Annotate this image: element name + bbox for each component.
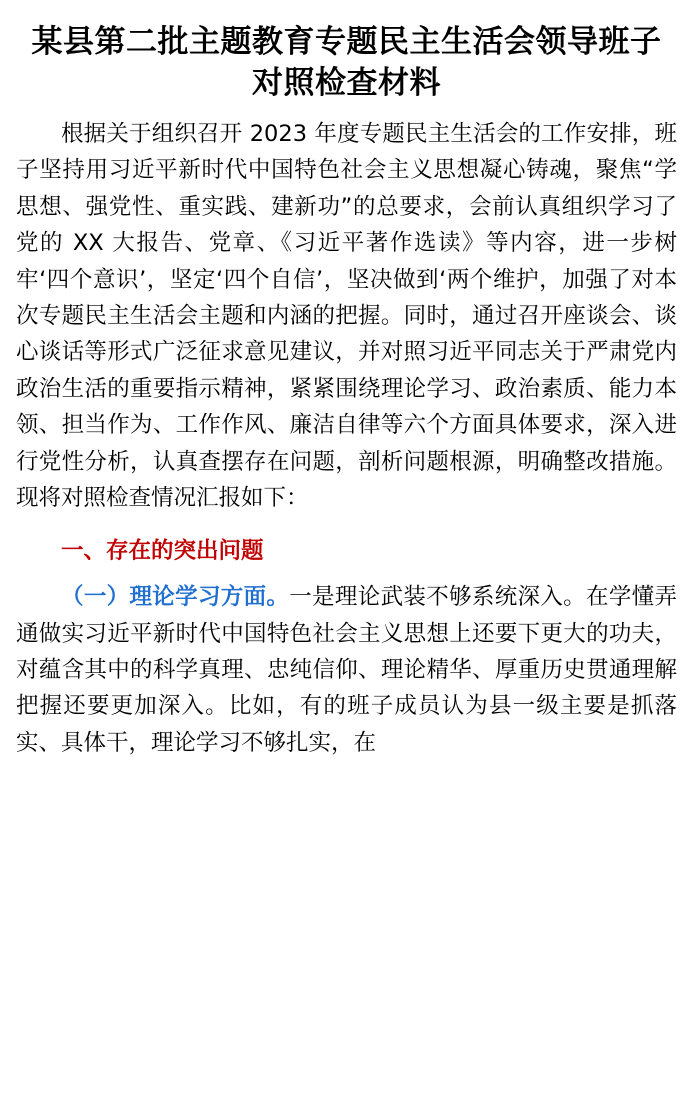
- body-paragraph-1: 根据关于组织召开 2023 年度专题民主生活会的工作安排，班子坚持用习近平新时代中国特色社会主义思想凝心铸魂，聚焦“学思想、强党性、重实践、建新功”的总要求，会前认真组织学习了党的 XX 大报告、党章、《习近平著作选读》等内容，进一步树牢‘四个意识’，坚定‘四个自信’，坚决做到‘两个维护，加强了对本次专题民主生活会主题和内涵的把握。同时，通过召开座谈会、谈心谈话等形式广泛征求意见建议，并对照习近平同志关于严肃党内政治生活的重要指示精神，紧紧围绕理论学习、政治素质、能力本领、担当作为、工作作风、廉洁自律等六个方面具体要求，深入进行党性分析，认真查摆存在问题，剖析问题根源，明确整改措施。现将对照检查情况汇报如下：: [16, 120, 677, 512]
- subsection-paragraph-1: [16, 579, 677, 761]
- section-heading-1: 一、存在的突出问题: [61, 537, 264, 564]
- subsection-text: 一是理论武装不够系统深入。在学懂弄通做实习近平新时代中国特色社会主义思想上还要下更大的功夫，对蕴含其中的科学真理、忠纯信仰、理论精华、厚重历史贯通理解把握还要更加深入。比如，有的班子成员认为县一级主要是抓落实、具体干，理论学习不够扎实，在: [16, 584, 677, 756]
- page-title: 某县第二批主题教育专题民主生活会领导班子对照检查材料: [31, 24, 662, 101]
- subsection-label: （一）理论学习方面。: [61, 584, 290, 611]
